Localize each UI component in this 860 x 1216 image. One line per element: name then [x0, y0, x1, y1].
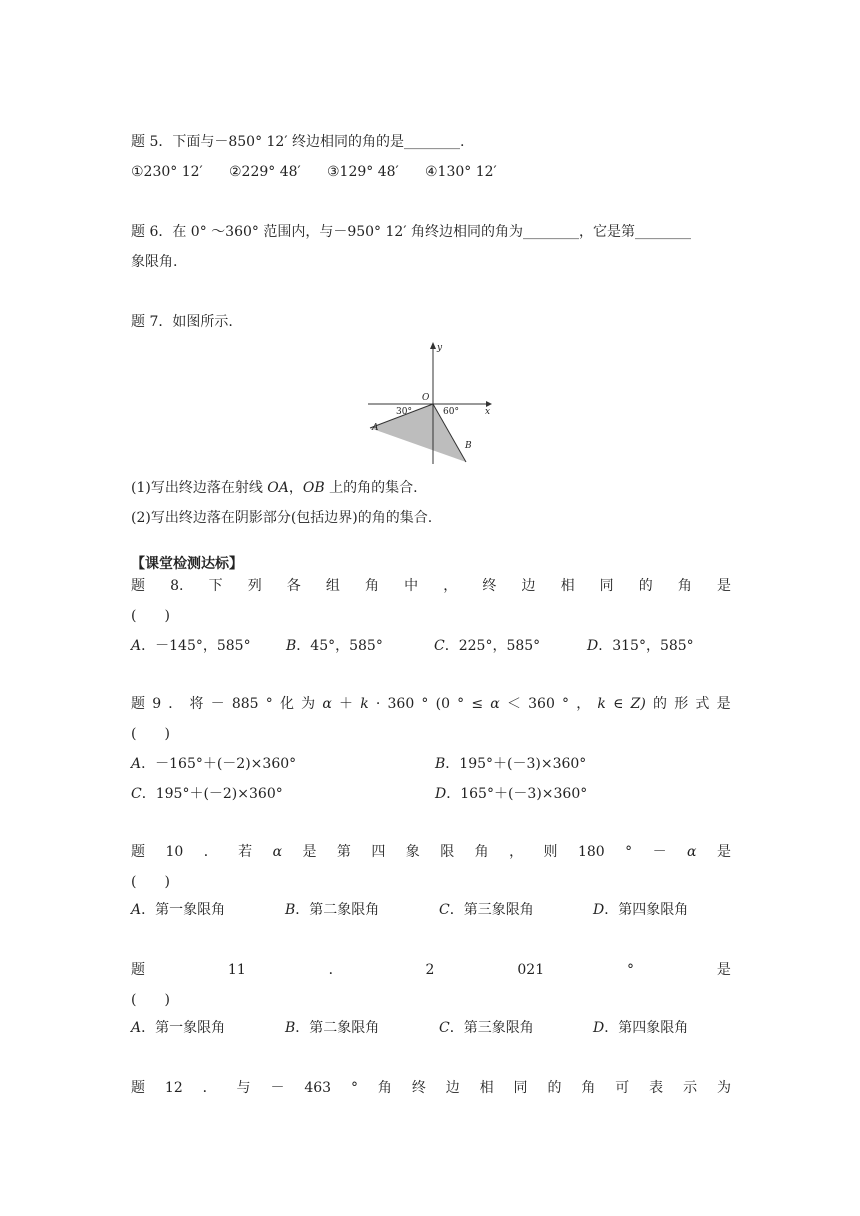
q11-options — [131, 1018, 731, 1038]
stem-token: 若 — [238, 844, 253, 860]
option-letter: D — [587, 638, 599, 654]
stem-token: 边 — [445, 1080, 460, 1096]
q7-sub-2: (2)写出终边落在阴影部分(包括边界)的角的集合. — [131, 510, 433, 526]
ray-oa-name: OA — [267, 480, 289, 496]
section-title: 【课堂检测达标】 — [131, 556, 243, 572]
stem-token: 相 — [479, 1080, 494, 1096]
option-text: ．195°＋(－3)×360° — [445, 756, 587, 772]
option-letter: C — [131, 786, 142, 802]
stem-token: 角 — [365, 578, 380, 594]
option-text: ．第一象限角 — [141, 902, 226, 918]
point-b-label: B — [465, 441, 472, 451]
option-d — [587, 636, 694, 656]
stem-token: 360 — [387, 696, 415, 712]
stem-token: 是 — [716, 962, 731, 978]
q12-stem — [131, 1078, 731, 1098]
stem-token: 式 — [695, 696, 710, 712]
option-letter: D — [435, 786, 447, 802]
stem-token: 8. — [170, 578, 184, 594]
option-letter: B — [286, 638, 297, 654]
option-letter: A — [131, 902, 142, 918]
stem-token: k — [597, 696, 606, 712]
option-a — [131, 754, 435, 774]
stem-token: 将 — [189, 696, 204, 712]
stem-token: ． — [168, 696, 183, 712]
stem-token: 角 — [474, 844, 489, 860]
stem-token: ＜ — [506, 696, 521, 712]
option-letter: D — [593, 902, 605, 918]
stem-token: 9 — [152, 696, 162, 712]
stem-token: ° — [421, 696, 429, 712]
stem-token: 的 — [547, 1080, 562, 1096]
stem-token: 题 — [131, 578, 145, 594]
option-letter: B — [285, 1020, 296, 1036]
q7-stem: 题 7．如图所示. — [131, 314, 233, 330]
stem-token: 下 — [208, 578, 223, 594]
stem-token: ° — [265, 696, 273, 712]
stem-token: 终 — [411, 1080, 426, 1096]
option-text: ．45°，585° — [296, 638, 383, 654]
option-text: ．315°，585° — [598, 638, 694, 654]
option-text: ．第二象限角 — [295, 1020, 380, 1036]
q5-option-3: ③129° 48′ — [327, 164, 399, 180]
stem-token: 11 — [227, 962, 246, 978]
option-c — [439, 1018, 593, 1038]
q5-options — [131, 162, 731, 182]
option-a — [131, 900, 285, 920]
option-text: ．195°＋(－2)×360° — [141, 786, 283, 802]
stem-token: 是 — [717, 578, 731, 594]
stem-token: ， — [443, 578, 458, 594]
q9-stem — [131, 694, 731, 714]
stem-token: 题 — [131, 962, 145, 978]
option-c — [131, 784, 435, 804]
stem-token: － — [270, 1080, 285, 1096]
y-axis-arrow-icon — [430, 342, 436, 349]
stem-token: 限 — [440, 844, 455, 860]
stem-token: 形 — [674, 696, 689, 712]
q8-paren: ( ) — [131, 608, 170, 624]
option-d — [593, 1018, 713, 1038]
stem-token: － — [652, 844, 667, 860]
option-letter: C — [434, 638, 445, 654]
stem-token: 角 — [581, 1080, 596, 1096]
option-text: ．第二象限角 — [295, 902, 380, 918]
stem-token: 2 — [425, 962, 435, 978]
option-d — [593, 900, 713, 920]
x-axis-label: x — [485, 407, 491, 417]
option-b — [286, 636, 434, 656]
stem-token: 是 — [716, 844, 731, 860]
stem-token: 同 — [599, 578, 614, 594]
q9-paren: ( ) — [131, 726, 170, 742]
q8-stem — [131, 576, 731, 596]
stem-token: Z) — [630, 696, 646, 712]
option-text: ．第一象限角 — [141, 1020, 226, 1036]
option-text: ．第三象限角 — [449, 902, 534, 918]
stem-token: ° — [562, 696, 570, 712]
stem-token: α — [272, 844, 283, 860]
q11-paren: ( ) — [131, 992, 170, 1008]
option-letter: A — [131, 1020, 142, 1036]
stem-token: ≤ — [471, 696, 484, 712]
stem-token: － — [210, 696, 225, 712]
stem-token: α — [687, 844, 697, 860]
option-text: ．－165°＋(－2)×360° — [141, 756, 297, 772]
stem-token: 象 — [405, 844, 420, 860]
ray-ob-name: OB — [302, 480, 325, 496]
stem-token: 题 — [131, 1080, 145, 1096]
stem-token: ， — [509, 844, 524, 860]
option-letter: C — [439, 902, 450, 918]
option-c — [434, 636, 587, 656]
stem-token: 180 — [577, 844, 605, 860]
stem-token: 角 — [377, 1080, 392, 1096]
stem-token: 为 — [716, 1080, 731, 1096]
q10-stem — [131, 842, 731, 862]
stem-token: ° — [627, 962, 635, 978]
stem-token: 360 — [528, 696, 555, 712]
option-d — [435, 784, 731, 804]
q6-line-2: 象限角. — [131, 254, 178, 270]
stem-token: ． — [202, 1080, 217, 1096]
stem-token: 边 — [521, 578, 536, 594]
angle-60-label: 60° — [443, 407, 459, 417]
q5-option-1: ①230° 12′ — [131, 164, 203, 180]
stem-token: α — [490, 696, 500, 712]
option-text: ．225°，585° — [444, 638, 541, 654]
stem-token: 表 — [649, 1080, 664, 1096]
stem-token: 的 — [653, 696, 668, 712]
stem-token: 可 — [615, 1080, 630, 1096]
stem-token: ． — [203, 844, 218, 860]
stem-token: 组 — [325, 578, 340, 594]
option-letter: C — [439, 1020, 450, 1036]
q7-figure — [368, 340, 498, 466]
q5-stem: 题 5．下面与－850° 12′ 终边相同的角的是________. — [131, 134, 465, 150]
q6-line-1: 题 6．在 0° ～360° 范围内，与－950° 12′ 角终边相同的角为________，它是第________ — [131, 224, 691, 240]
point-a-label: A — [372, 423, 379, 433]
stem-token: 则 — [543, 844, 558, 860]
stem-token: · — [375, 696, 381, 712]
option-b — [285, 1018, 439, 1038]
option-b — [285, 900, 439, 920]
stem-token: 四 — [371, 844, 386, 860]
stem-token: 同 — [513, 1080, 528, 1096]
option-text: ．第四象限角 — [604, 1020, 689, 1036]
option-c — [439, 900, 593, 920]
stem-token: 第 — [336, 844, 351, 860]
option-letter: B — [435, 756, 446, 772]
angle-30-label: 30° — [396, 407, 412, 417]
option-text: ．第三象限角 — [449, 1020, 534, 1036]
option-letter: D — [593, 1020, 605, 1036]
stem-token: ． — [328, 962, 343, 978]
stem-token: 是 — [302, 844, 317, 860]
q11-stem — [131, 960, 731, 980]
option-a — [131, 636, 286, 656]
stem-token: 10 — [165, 844, 184, 860]
stem-token: k — [360, 696, 369, 712]
option-text: ．第四象限角 — [604, 902, 689, 918]
q8-options — [131, 636, 731, 656]
option-letter: B — [285, 902, 296, 918]
stem-token: ， — [576, 696, 591, 712]
stem-token: 题 — [131, 696, 145, 712]
stem-token: 为 — [301, 696, 316, 712]
y-axis-label: y — [437, 343, 443, 353]
stem-token: 12 — [164, 1080, 183, 1096]
stem-token: 题 — [131, 844, 145, 860]
stem-token: 是 — [716, 696, 731, 712]
stem-token: 示 — [683, 1080, 698, 1096]
stem-token: 角 — [677, 578, 692, 594]
stem-token: α — [322, 696, 332, 712]
stem-token: 化 — [279, 696, 294, 712]
stem-token: 相 — [560, 578, 575, 594]
q5-option-4: ④130° 12′ — [425, 164, 497, 180]
stem-token: 终 — [482, 578, 497, 594]
stem-token: 021 — [517, 962, 545, 978]
option-text: ．165°＋(－3)×360° — [446, 786, 588, 802]
stem-token: 中 — [404, 578, 419, 594]
q10-paren: ( ) — [131, 874, 170, 890]
stem-token: ° — [457, 696, 465, 712]
option-text: ．－145°，585° — [141, 638, 251, 654]
stem-token: (0 — [435, 696, 450, 712]
stem-token: ＋ — [339, 696, 353, 712]
q9-options — [131, 754, 731, 804]
stem-token: 列 — [247, 578, 262, 594]
q10-options — [131, 900, 731, 920]
option-b — [435, 754, 731, 774]
q7-sub-1: (1)写出终边落在射线 OA，OB 上的角的集合. — [131, 480, 418, 496]
stem-token: 各 — [286, 578, 301, 594]
stem-token: 885 — [231, 696, 259, 712]
option-a — [131, 1018, 285, 1038]
stem-token: 与 — [236, 1080, 251, 1096]
q5-option-2: ②229° 48′ — [229, 164, 301, 180]
stem-token: 的 — [638, 578, 653, 594]
stem-token: ° — [625, 844, 633, 860]
stem-token: ° — [351, 1080, 358, 1096]
stem-token: ∈ — [613, 696, 624, 712]
option-letter: A — [131, 756, 142, 772]
origin-label: O — [422, 393, 430, 403]
option-letter: A — [131, 638, 142, 654]
stem-token: 463 — [304, 1080, 332, 1096]
